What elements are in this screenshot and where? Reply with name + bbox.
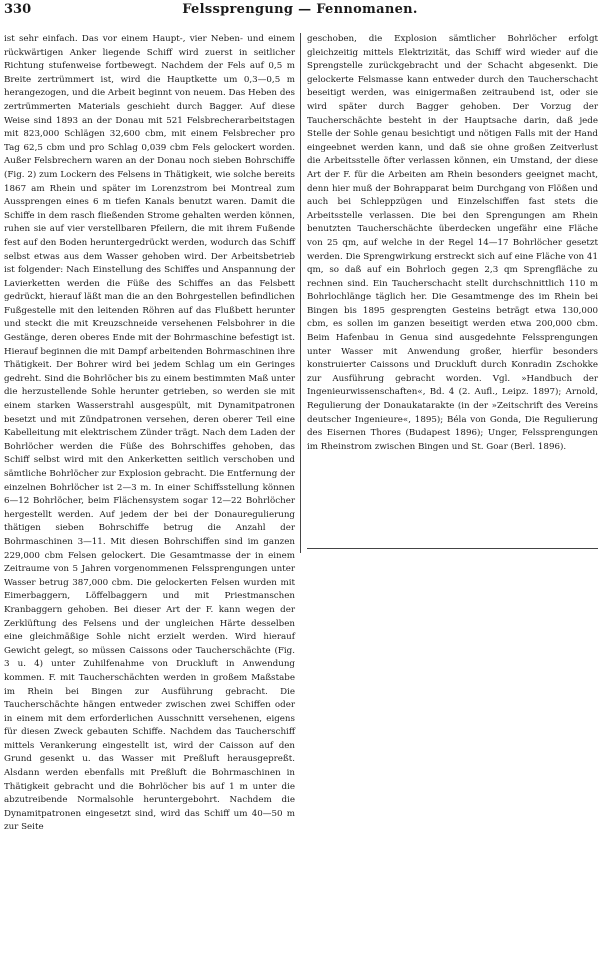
page-header	[4, 2, 596, 20]
column-divider	[300, 33, 301, 553]
page-number: 330	[4, 2, 32, 17]
right-column-text: geschoben, die Explosion sämtlicher Bohrlöcher erfolgt gleichzeitig mittels Elektrizität, das Schiff wird wieder auf die Sprengstelle zurückgebracht und der Schacht abgesenkt. Die gelockerte Felsmasse kann entweder durch den Taucherschacht beseitigt werden, was einigermaßen zeitraubend ist, oder sie wird später durch Bagger gehoben. Der Vorzug der Taucherschächte besteht in der Hauptsache darin, daß jede Stelle der Sohle genau besichtigt und nötigen Falls mit der Hand eingeebnet werden kann, und daß sie ohne großen Zeitverlust die Arbeitsstelle öfter verlassen können, ein Umstand, der diese Art der F. für die Arbeiten am Rhein besonders geeignet macht, denn hier muß der Bohrapparat beim Durchgang von Flößen und auch bei Schleppzügen und Einzelschiffen fast stets die Arbeitsstelle verlassen. Die bei den Sprengungen am Rhein benutzten Taucherschächte überdecken ungefähr eine Fläche von 25 qm, auf welche in der Regel 14—17 Bohrlöcher gesetzt werden. Die Sprengwirkung erstreckt sich auf eine Fläche von 41 qm, so daß auf ein Bohrloch gegen 2,3 qm Sprengfläche zu rechnen sind. Ein Taucherschacht stellt durchschnittlich 110 m Bohrlochlänge täglich her. Die Gesamtmenge des im Rhein bei Bingen bis 1895 gesprengten Gesteins beträgt etwa 130,000 cbm, es sollen im ganzen beseitigt werden etwa 200,000 cbm. Beim Hafenbau in Genua sind ausgedehnte Felssprengungen unter Wasser mit Anwendung großer, hierfür besonders konstruierter Caissons und Druckluft durch Konradin Zschokke zur Ausführung gebracht worden. Vgl. »Handbuch der Ingenieurwissenschaften«, Bd. 4 (2. Aufl., Leipz. 1897); Arnold, Regulierung der Donaukatarakte (in der »Zeitschrift des Vereins deutscher Ingenieure«, 1895); Béla von Gonda, Die Regulierung des Eisernen Thores (Budapest 1896); Unger, Felssprengungen im Rheinstrom zwischen Bingen und St. Goar (Berl. 1896).	[307, 34, 598, 452]
running-title: Felssprengung — Fennomanen.	[182, 2, 418, 17]
left-column-text: ist sehr einfach. Das vor einem Haupt-, vier Neben- und einem rückwärtigen Anker liegende Schiff wird zuerst in seitlicher Richtung stufenweise fortbewegt. Nachdem der Fels auf 0,5 m Breite zertrümmert ist, wird die Hauptkette um 0,3—0,5 m herangezogen, und die Arbeit beginnt von neuem. Das Heben des zertrümmerten Materials geschieht durch Bagger. Auf diese Weise sind 1893 an der Donau mit 521 Felsbrecherarbeitstagen mit 823,000 Schlägen 32,600 cbm, mit einem Felsbrecher pro Tag 62,5 cbm und pro Schlag 0,039 cbm Fels gelockert worden. Außer Felsbrechern waren an der Donau noch sieben Bohrschiffe (Fig. 2) zum Lockern des Felsens in Thätigkeit, wie solche bereits 1867 am Rhein und später im Lorenzstrom bei Montreal zum Aussprengen eines 6 m tiefen Kanals benutzt waren. Damit die Schiffe in dem rasch fließenden Strome gehalten werden können, ruhen sie auf vier verstellbaren Pfeilern, die mit ihrem Fußende fest auf den Boden heruntergedrückt werden, wodurch das Schiff selbst etwas aus dem Wasser gehoben wird. Der Arbeitsbetrieb ist folgender: Nach Einstellung des Schiffes und Anspannung der Lavierketten werden die Füße des Schiffes an das Felsbett gedrückt, hierauf läßt man die an den Bohrgestellen befindlichen Fußgestelle mit den leitenden Röhren auf das Flußbett herunter und steckt die mit Kreuzschneide versehenen Felsbohrer in die Gestänge, deren oberes Ende mit der Bohrmaschine befestigt ist. Hierauf beginnen die mit Dampf arbeitenden Bohrmaschinen ihre Thätigkeit. Der Bohrer wird bei jedem Schlag um ein Geringes gedreht. Sind die Bohrlöcher bis zu einem bestimmten Maß unter die herzustellende Sohle herunter getrieben, so werden sie mit einem starken Wasserstrahl ausgespült, mit Dynamitpatronen besetzt und mit Zündpatronen versehen, deren oberer Teil eine Kabelleitung mit elektrischem Zünder trägt. Nach dem Laden der Bohrlöcher werden die Füße des Bohrschiffes gehoben, das Schiff selbst wird mit den Ankerketten seitlich verschoben und sämtliche Bohrlöcher zur Explosion gebracht. Die Entfernung der einzelnen Bohrlöcher ist 2—3 m. In einer Schiffsstellung können 6—12 Bohrlöcher, beim Flächensystem sogar 12—22 Bohrlöcher hergestellt werden. Auf jedem der bei der Donauregulierung thätigen sieben Bohrschiffe betrug die Anzahl der Bohrmaschinen 3—11. Mit diesen Bohrschiffen sind im ganzen 229,000 cbm Felsen gelockert. Die Gesamtmasse der in einem Zeitraume von 5 Jahren vorgenommenen Felssprengungen unter Wasser betrug 387,000 cbm. Die gelockerten Felsen wurden mit Eimerbaggern, Löffelbaggern und mit Priestmanschen Kranbaggern gehoben. Bei dieser Art der F. kann wegen der Zerklüftung des Felsens und der ungleichen Härte desselben eine gleichmäßige Sohle nicht erzielt werden. Wird hierauf Gewicht gelegt, so müssen Caissons oder Taucherschächte (Fig. 3 u. 4) unter Zuhilfenahme von Druckluft in Anwendung kommen. F. mit Taucherschächten werden in großem Maßstabe im Rhein bei Bingen zur Ausführung gebracht. Die Taucherschächte hängen entweder zwischen zwei Schiffen oder in einem mit dem erforderlichen Ausschnitt versehenen, eigens für diesen Zweck gebauten Schiffe. Nachdem das Taucherschiff mittels Verankerung eingestellt ist, wird der Caisson auf den Grund gesenkt u. das Wasser mit Preßluft herausgepreßt. Alsdann werden ebenfalls mit Preßluft die Bohrmaschinen in Thätigkeit gebracht und die Bohrlöcher bis auf 1 m unter die abzutreibende Normalsohle heruntergebohrt. Nachdem die Dynamitpatronen eingesetzt sind, wird das Schiff um 40—50 m zur Seite	[4, 34, 295, 833]
article-end-rule	[307, 548, 598, 549]
left-column	[4, 33, 295, 835]
right-column	[307, 33, 598, 454]
